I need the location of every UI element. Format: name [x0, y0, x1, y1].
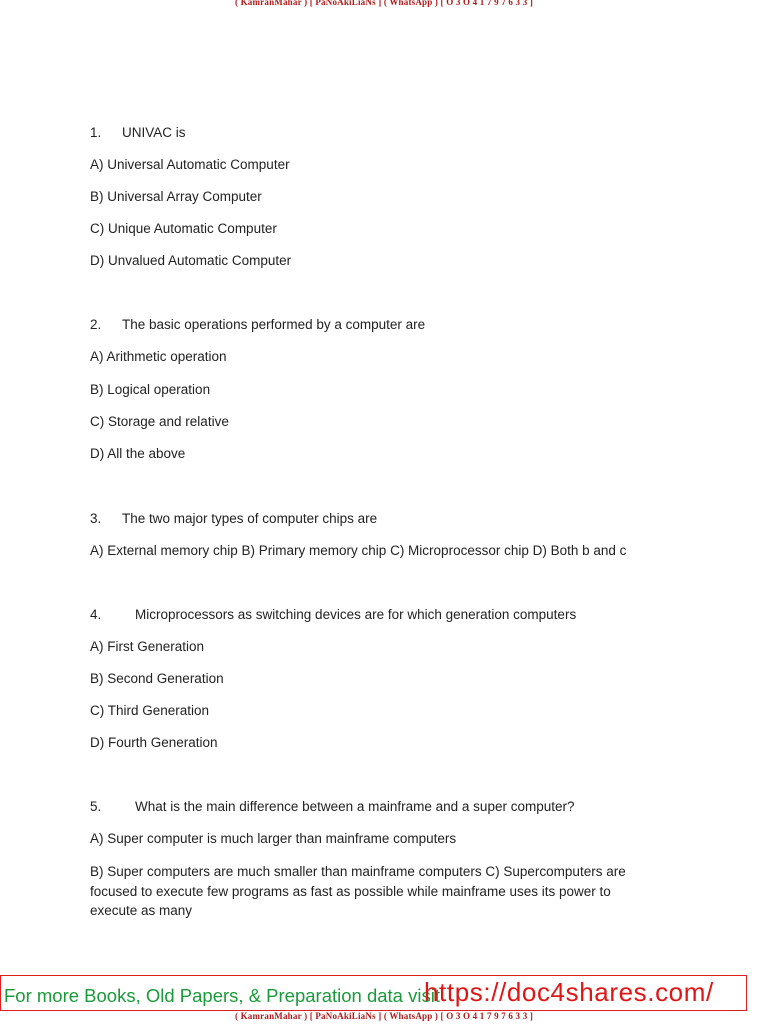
question-3	[90, 511, 377, 526]
question-text: What is the main difference between a mainframe and a super computer?	[135, 799, 575, 814]
question-number: 1.	[90, 125, 102, 140]
question-number: 5.	[90, 799, 102, 814]
question-text: UNIVAC is	[122, 125, 186, 140]
promo-link[interactable]: https://doc4shares.com/	[424, 977, 714, 1007]
option-1b: B) Universal Array Computer	[90, 189, 262, 204]
option-1a: A) Universal Automatic Computer	[90, 157, 290, 172]
page-footer-watermark: ( KamranMahar ) [ PaNoAkiLiaNs ] ( WhatsApp ) [ O 3 O 4 1 7 9 7 6 3 3 ]	[234, 1011, 534, 1021]
option-2a: A) Arithmetic operation	[90, 349, 227, 364]
option-2b: B) Logical operation	[90, 382, 211, 397]
option-5b-paragraph: B) Super computers are much smaller than mainframe computers C) Supercomputers are focused to execute few programs as fast as possible while mainframe uses its power to execute as many	[90, 864, 626, 918]
question-number: 4.	[90, 607, 102, 622]
page-header-watermark: ( KamranMahar ) [ PaNoAkiLiaNs ] ( WhatsApp ) [ O 3 O 4 1 7 9 7 6 3 3 ]	[234, 0, 534, 7]
option-5a: A) Super computer is much larger than mainframe computers	[90, 831, 457, 846]
options-3-inline: A) External memory chip B) Primary memory chip C) Microprocessor chip D) Both b and c	[90, 543, 627, 558]
question-text: Microprocessors as switching devices are for which generation computers	[135, 607, 577, 622]
promo-banner	[0, 975, 747, 1011]
option-4d: D) Fourth Generation	[90, 735, 218, 750]
question-4	[90, 607, 576, 622]
question-text: The two major types of computer chips are	[122, 511, 378, 526]
option-4b: B) Second Generation	[90, 671, 224, 686]
question-5	[90, 799, 575, 814]
question-text: The basic operations performed by a computer are	[122, 317, 426, 332]
question-1	[90, 125, 186, 140]
option-4c: C) Third Generation	[90, 703, 210, 718]
option-2d: D) All the above	[90, 446, 186, 461]
question-number: 2.	[90, 317, 102, 332]
promo-text: For more Books, Old Papers, & Preparation data visit	[4, 985, 440, 1006]
option-4a: A) First Generation	[90, 639, 205, 654]
option-1c: C) Unique Automatic Computer	[90, 221, 277, 236]
option-1d: D) Unvalued Automatic Computer	[90, 253, 292, 268]
question-2	[90, 317, 425, 332]
question-number: 3.	[90, 511, 102, 526]
option-2c: C) Storage and relative	[90, 414, 229, 429]
